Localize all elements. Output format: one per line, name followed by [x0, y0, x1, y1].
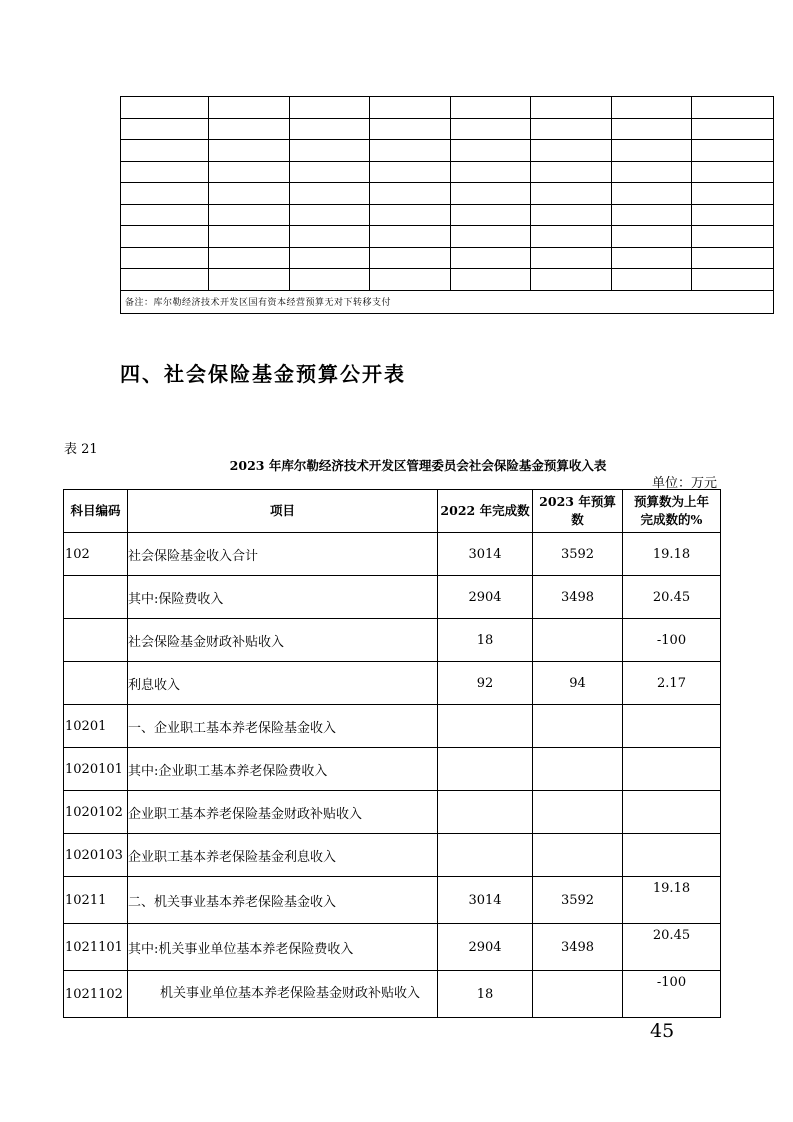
table-row — [64, 619, 721, 662]
row-code: 1020101 — [64, 748, 128, 791]
row-pct — [623, 748, 721, 791]
header-row — [64, 490, 721, 533]
table-row — [121, 161, 774, 183]
row-2023: 3498 — [533, 924, 623, 971]
row-pct: -100 — [623, 619, 721, 662]
row-code: 102 — [64, 533, 128, 576]
row-pct — [623, 834, 721, 877]
row-2023 — [533, 705, 623, 748]
table-number: 表 21 — [64, 442, 98, 457]
header-2023: 2023 年预算数 — [533, 490, 623, 533]
row-code: 1020103 — [64, 834, 128, 877]
row-2023: 94 — [533, 662, 623, 705]
row-2022: 3014 — [438, 877, 533, 924]
row-2022: 2904 — [438, 924, 533, 971]
row-2023 — [533, 971, 623, 1018]
row-2023: 3498 — [533, 576, 623, 619]
row-pct — [623, 705, 721, 748]
table-row — [121, 97, 774, 119]
row-item: 企业职工基本养老保险基金财政补贴收入 — [128, 791, 438, 834]
row-2022: 18 — [438, 971, 533, 1018]
row-2022: 92 — [438, 662, 533, 705]
row-item: 其中:企业职工基本养老保险费收入 — [128, 748, 438, 791]
header-2022: 2022 年完成数 — [438, 490, 533, 533]
table-row — [64, 533, 721, 576]
continued-table — [120, 96, 774, 314]
table-row — [121, 247, 774, 269]
row-code: 10211 — [64, 877, 128, 924]
row-pct: -100 — [623, 971, 721, 1018]
row-code: 1020102 — [64, 791, 128, 834]
row-item: 社会保险基金收入合计 — [128, 533, 438, 576]
row-code: 1021101 — [64, 924, 128, 971]
header-pct-line2: 完成数的% — [640, 512, 703, 527]
table-row — [64, 576, 721, 619]
table-row — [121, 226, 774, 248]
row-pct: 19.18 — [623, 877, 721, 924]
row-item: 一、企业职工基本养老保险基金收入 — [128, 705, 438, 748]
table-row — [64, 971, 721, 1018]
table-row — [64, 748, 721, 791]
row-2022 — [438, 748, 533, 791]
row-2022: 2904 — [438, 576, 533, 619]
row-2022 — [438, 791, 533, 834]
row-2023 — [533, 791, 623, 834]
page-number: 45 — [650, 1020, 675, 1042]
header-code: 科目编码 — [64, 490, 128, 533]
row-item: 二、机关事业基本养老保险基金收入 — [128, 877, 438, 924]
row-item: 利息收入 — [128, 662, 438, 705]
row-item: 其中:机关事业单位基本养老保险费收入 — [128, 924, 438, 971]
table-row — [121, 269, 774, 291]
row-item: 社会保险基金财政补贴收入 — [128, 619, 438, 662]
row-pct: 20.45 — [623, 576, 721, 619]
table-row — [121, 140, 774, 162]
row-2023: 3592 — [533, 533, 623, 576]
row-2022: 18 — [438, 619, 533, 662]
table-row — [64, 877, 721, 924]
row-2023 — [533, 834, 623, 877]
table-row — [121, 204, 774, 226]
row-2023 — [533, 748, 623, 791]
header-pct — [623, 490, 721, 533]
row-item: 机关事业单位基本养老保险基金财政补贴收入 — [128, 971, 438, 1018]
row-pct: 19.18 — [623, 533, 721, 576]
row-2022 — [438, 705, 533, 748]
row-pct: 20.45 — [623, 924, 721, 971]
row-item: 企业职工基本养老保险基金利息收入 — [128, 834, 438, 877]
row-code — [64, 619, 128, 662]
row-2023 — [533, 619, 623, 662]
table-row — [64, 662, 721, 705]
table-row — [64, 924, 721, 971]
unit-label: 单位：万元 — [651, 476, 717, 491]
row-2022 — [438, 834, 533, 877]
table-row — [64, 834, 721, 877]
header-item: 项目 — [128, 490, 438, 533]
table-row — [64, 791, 721, 834]
row-code — [64, 576, 128, 619]
header-pct-line1: 预算数为上年 — [633, 494, 709, 509]
table-row — [121, 183, 774, 205]
row-code — [64, 662, 128, 705]
row-pct — [623, 791, 721, 834]
table-row — [64, 705, 721, 748]
section-heading: 四、社会保险基金预算公开表 — [120, 362, 406, 386]
budget-table — [63, 489, 721, 1018]
table-row — [121, 118, 774, 140]
row-2023: 3592 — [533, 877, 623, 924]
table-note: 备注：库尔勒经济技术开发区国有资本经营预算无对下转移支付 — [121, 290, 774, 313]
table-title: 2023 年库尔勒经济技术开发区管理委员会社会保险基金预算收入表 — [229, 458, 607, 473]
row-code: 1021102 — [64, 971, 128, 1018]
note-row — [121, 290, 774, 313]
row-item: 其中:保险费收入 — [128, 576, 438, 619]
row-code: 10201 — [64, 705, 128, 748]
row-2022: 3014 — [438, 533, 533, 576]
row-pct: 2.17 — [623, 662, 721, 705]
